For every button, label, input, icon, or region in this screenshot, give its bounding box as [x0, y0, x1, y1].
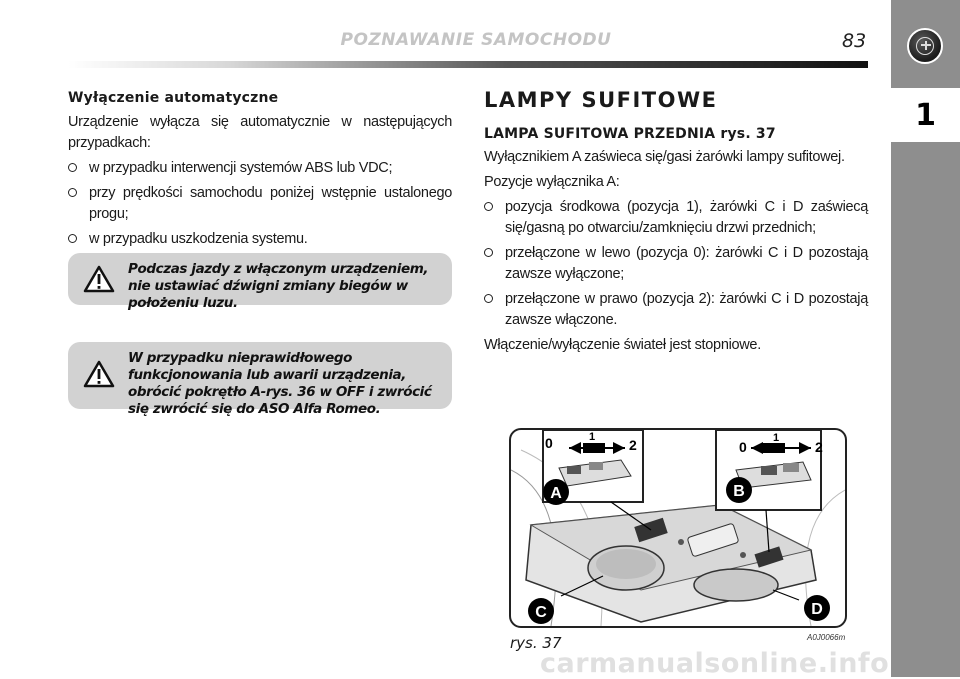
- bullet-circle-icon: [484, 248, 493, 257]
- figure-label-pos1: 1: [589, 431, 596, 443]
- figure-label-pos1: 1: [773, 432, 780, 444]
- list-item: pozycja środkowa (pozycja 1), żarówki C i D zaświecą się/gasną po otwarciu/zamknięciu drzwi przednich;: [484, 197, 868, 239]
- list-item: przy prędkości samochodu poniżej wstępnie ustalonego progu;: [68, 183, 452, 225]
- bullet-circle-icon: [68, 234, 77, 243]
- header-rule: [68, 61, 868, 68]
- auto-shutoff-intro: Urządzenie wyłącza się automatycznie w następujących przypadkach:: [68, 114, 452, 151]
- warning-triangle-icon: [83, 360, 115, 388]
- list-item: przełączone w prawo (pozycja 2): żarówki C i D pozostają zawsze włączone.: [484, 289, 868, 331]
- bullet-circle-icon: [484, 202, 493, 211]
- figure-label-b: B: [733, 483, 745, 500]
- paragraph: Pozycje wyłącznika A:: [484, 174, 620, 190]
- list-item: w przypadku uszkodzenia systemu.: [68, 229, 452, 250]
- watermark: carmanualsonline.info: [540, 648, 890, 679]
- subheading: LAMPA SUFITOWA PRZEDNIA rys. 37: [484, 126, 776, 142]
- paragraph: Włączenie/wyłączenie świateł jest stopniowe.: [484, 337, 761, 353]
- warning-box-2: [68, 342, 452, 417]
- figure-label-pos0: 0: [545, 435, 553, 451]
- bullet-circle-icon: [484, 294, 493, 303]
- figure-label-pos2: 2: [629, 437, 637, 453]
- alfa-romeo-logo-icon: [907, 28, 943, 64]
- section-title: POZNAWANIE SAMOCHODU: [340, 30, 612, 50]
- bullet-circle-icon: [68, 188, 77, 197]
- figure-label-a: A: [550, 485, 562, 502]
- right-column: [484, 90, 868, 360]
- paragraph: Wyłącznikiem A zaświeca się/gasi żarówki lampy sufitowej.: [484, 149, 845, 165]
- ceiling-lamp-illustration: [511, 430, 845, 626]
- list-item: przełączone w lewo (pozycja 0): żarówki C i D pozostają zawsze wyłączone;: [484, 243, 868, 285]
- figure-label-d: D: [811, 601, 823, 618]
- figure-ceiling-lamp: [509, 428, 847, 628]
- warning-triangle-icon: [83, 265, 115, 293]
- auto-shutoff-heading: Wyłączenie automatyczne: [68, 90, 279, 106]
- warning-text-2: W przypadku nieprawidłowego funkcjonowania lub awarii urządzenia, obrócić pokrętło A-rys. 36 w OFF i zwrócić się zwrócić się do ASO Alfa Romeo.: [128, 350, 432, 417]
- page-number: 83: [842, 30, 867, 52]
- chapter-tab[interactable]: 1: [891, 88, 960, 142]
- figure-caption: rys. 37: [510, 634, 562, 652]
- warning-box-1: [68, 253, 452, 311]
- section-heading: LAMPY SUFITOWE: [484, 88, 718, 112]
- figure-label-c: C: [535, 604, 547, 621]
- figure-code: A0J0066m: [807, 633, 846, 642]
- list-item: w przypadku interwencji systemów ABS lub VDC;: [68, 158, 452, 179]
- figure-label-pos0: 0: [739, 439, 747, 455]
- left-column: [68, 90, 452, 254]
- figure-label-pos2: 2: [815, 439, 823, 455]
- bullet-circle-icon: [68, 163, 77, 172]
- warning-text-1: Podczas jazdy z włączonym urządzeniem, nie ustawiać dźwigni zmiany biegów w położeniu luzu.: [128, 261, 429, 311]
